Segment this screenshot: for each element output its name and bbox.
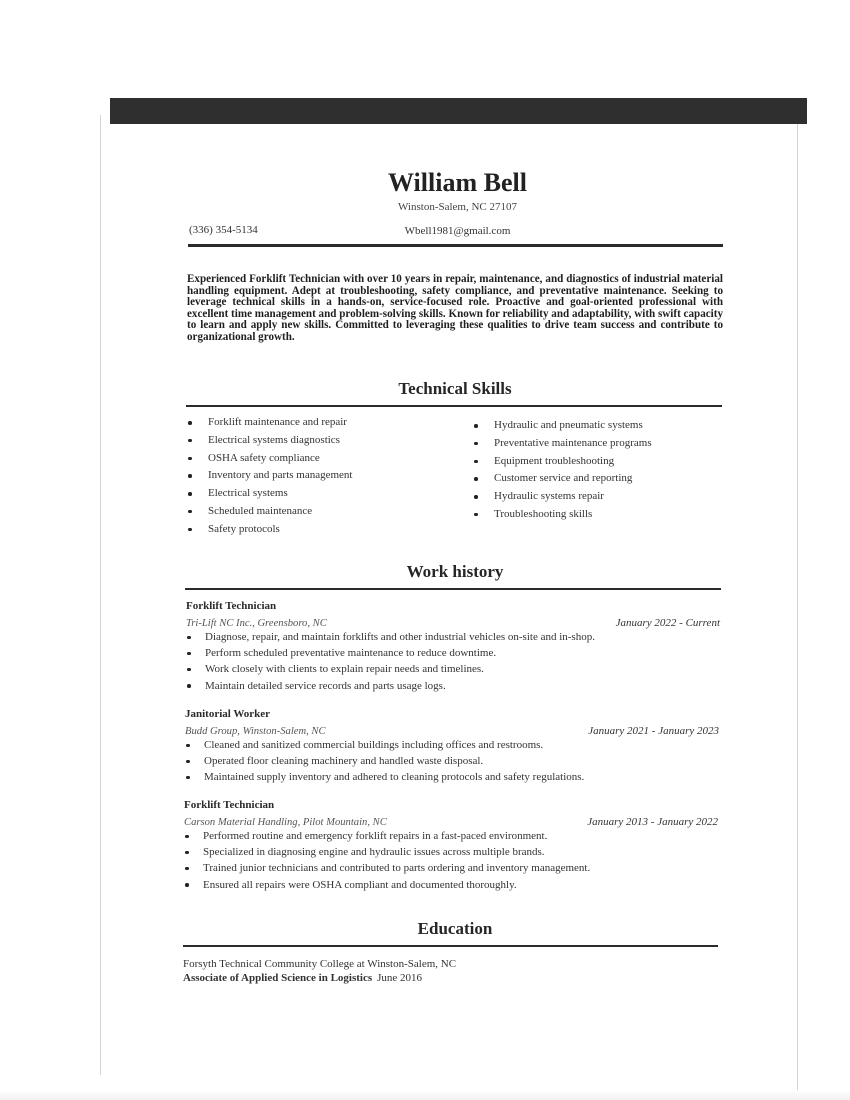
candidate-phone: (336) 354-5134 (189, 224, 258, 236)
job-dates: January 2022 - Current (615, 617, 720, 629)
duty-item: Cleaned and sanitized commercial buildings including offices and restrooms. (185, 737, 719, 753)
candidate-name: William Bell (388, 168, 527, 197)
duty-item: Maintain detailed service records and parts usage logs. (186, 678, 720, 694)
page-edge (797, 115, 798, 1090)
job-dates: January 2013 - January 2022 (587, 816, 718, 828)
skill-item: Troubleshooting skills (472, 506, 652, 524)
skills-heading: Technical Skills (398, 379, 512, 398)
education-date: June 2016 (377, 972, 423, 984)
header-divider (188, 244, 723, 247)
job-duties (184, 828, 718, 893)
work-history-heading: Work history (406, 562, 504, 581)
skill-item: Safety protocols (186, 521, 352, 539)
job-duties (186, 629, 720, 694)
duty-item: Trained junior technicians and contributed to parts ordering and inventory management. (184, 860, 718, 876)
duty-item: Perform scheduled preventative maintenance to reduce downtime. (186, 645, 720, 661)
skill-item: Equipment troubleshooting (472, 453, 652, 471)
skills-divider (186, 405, 722, 407)
job-title: Forklift Technician (186, 600, 277, 612)
job-company: Carson Material Handling, Pilot Mountain, NC (184, 817, 387, 828)
duty-item: Ensured all repairs were OSHA compliant and documented thoroughly. (184, 877, 718, 893)
job-company: Tri-Lift NC Inc., Greensboro, NC (186, 618, 327, 629)
candidate-email: Wbell1981@gmail.com (404, 225, 511, 237)
skill-item: Inventory and parts management (186, 467, 352, 485)
skill-item: Preventative maintenance programs (472, 435, 652, 453)
duty-item: Maintained supply inventory and adhered to cleaning protocols and safety regulations. (185, 769, 719, 785)
job-duties (185, 737, 719, 786)
job-entry (184, 798, 718, 893)
skill-item: Hydraulic and pneumatic systems (472, 417, 652, 435)
education-heading: Education (417, 919, 493, 938)
job-dates: January 2021 - January 2023 (588, 725, 719, 737)
duty-item: Work closely with clients to explain repair needs and timelines. (186, 661, 720, 677)
skill-item: Hydraulic systems repair (472, 488, 652, 506)
skill-item: Forklift maintenance and repair (186, 414, 352, 432)
work-history-divider (185, 588, 721, 590)
education-school: Forsyth Technical Community College at Winston-Salem, NC (183, 958, 457, 970)
education-divider (183, 945, 718, 947)
job-entry (186, 599, 720, 694)
job-company: Budd Group, Winston-Salem, NC (185, 726, 326, 737)
skill-item: Customer service and reporting (472, 470, 652, 488)
skill-item: Scheduled maintenance (186, 503, 352, 521)
job-entry (185, 707, 719, 786)
candidate-address: Winston-Salem, NC 27107 (397, 201, 518, 213)
job-title: Forklift Technician (184, 799, 275, 811)
skills-list-left (186, 414, 352, 539)
duty-item: Operated floor cleaning machinery and handled waste disposal. (185, 753, 719, 769)
professional-summary: Experienced Forklift Technician with over 10 years in repair, maintenance, and diagnostics of industrial material handling equipment. Adept at troubleshooting, safety compliance, and preventative maintenance. Seeking to leverage technical skills in a hands-on, service-focused role. Proactive and goal-oriented professional with excellent time management and problem-solving skills. Known for reliability and adaptability, with swift capacity to learn and apply new skills. Committed to leveraging these qualities to drive team success and contribute to organizational growth. (187, 273, 723, 343)
duty-item: Diagnose, repair, and maintain forklifts and other industrial vehicles on-site and in-shop. (186, 629, 720, 645)
skill-item: Electrical systems diagnostics (186, 432, 352, 450)
skill-item: Electrical systems (186, 485, 352, 503)
scan-shadow (0, 1090, 850, 1100)
education-degree: Associate of Applied Science in Logistics (183, 972, 373, 984)
duty-item: Specialized in diagnosing engine and hydraulic issues across multiple brands. (184, 844, 718, 860)
education-degree-line (183, 972, 422, 984)
job-title: Janitorial Worker (185, 708, 271, 720)
duty-item: Performed routine and emergency forklift repairs in a fast-paced environment. (184, 828, 718, 844)
header-bar (110, 98, 807, 124)
skills-list-right (472, 417, 652, 524)
skill-item: OSHA safety compliance (186, 450, 352, 468)
